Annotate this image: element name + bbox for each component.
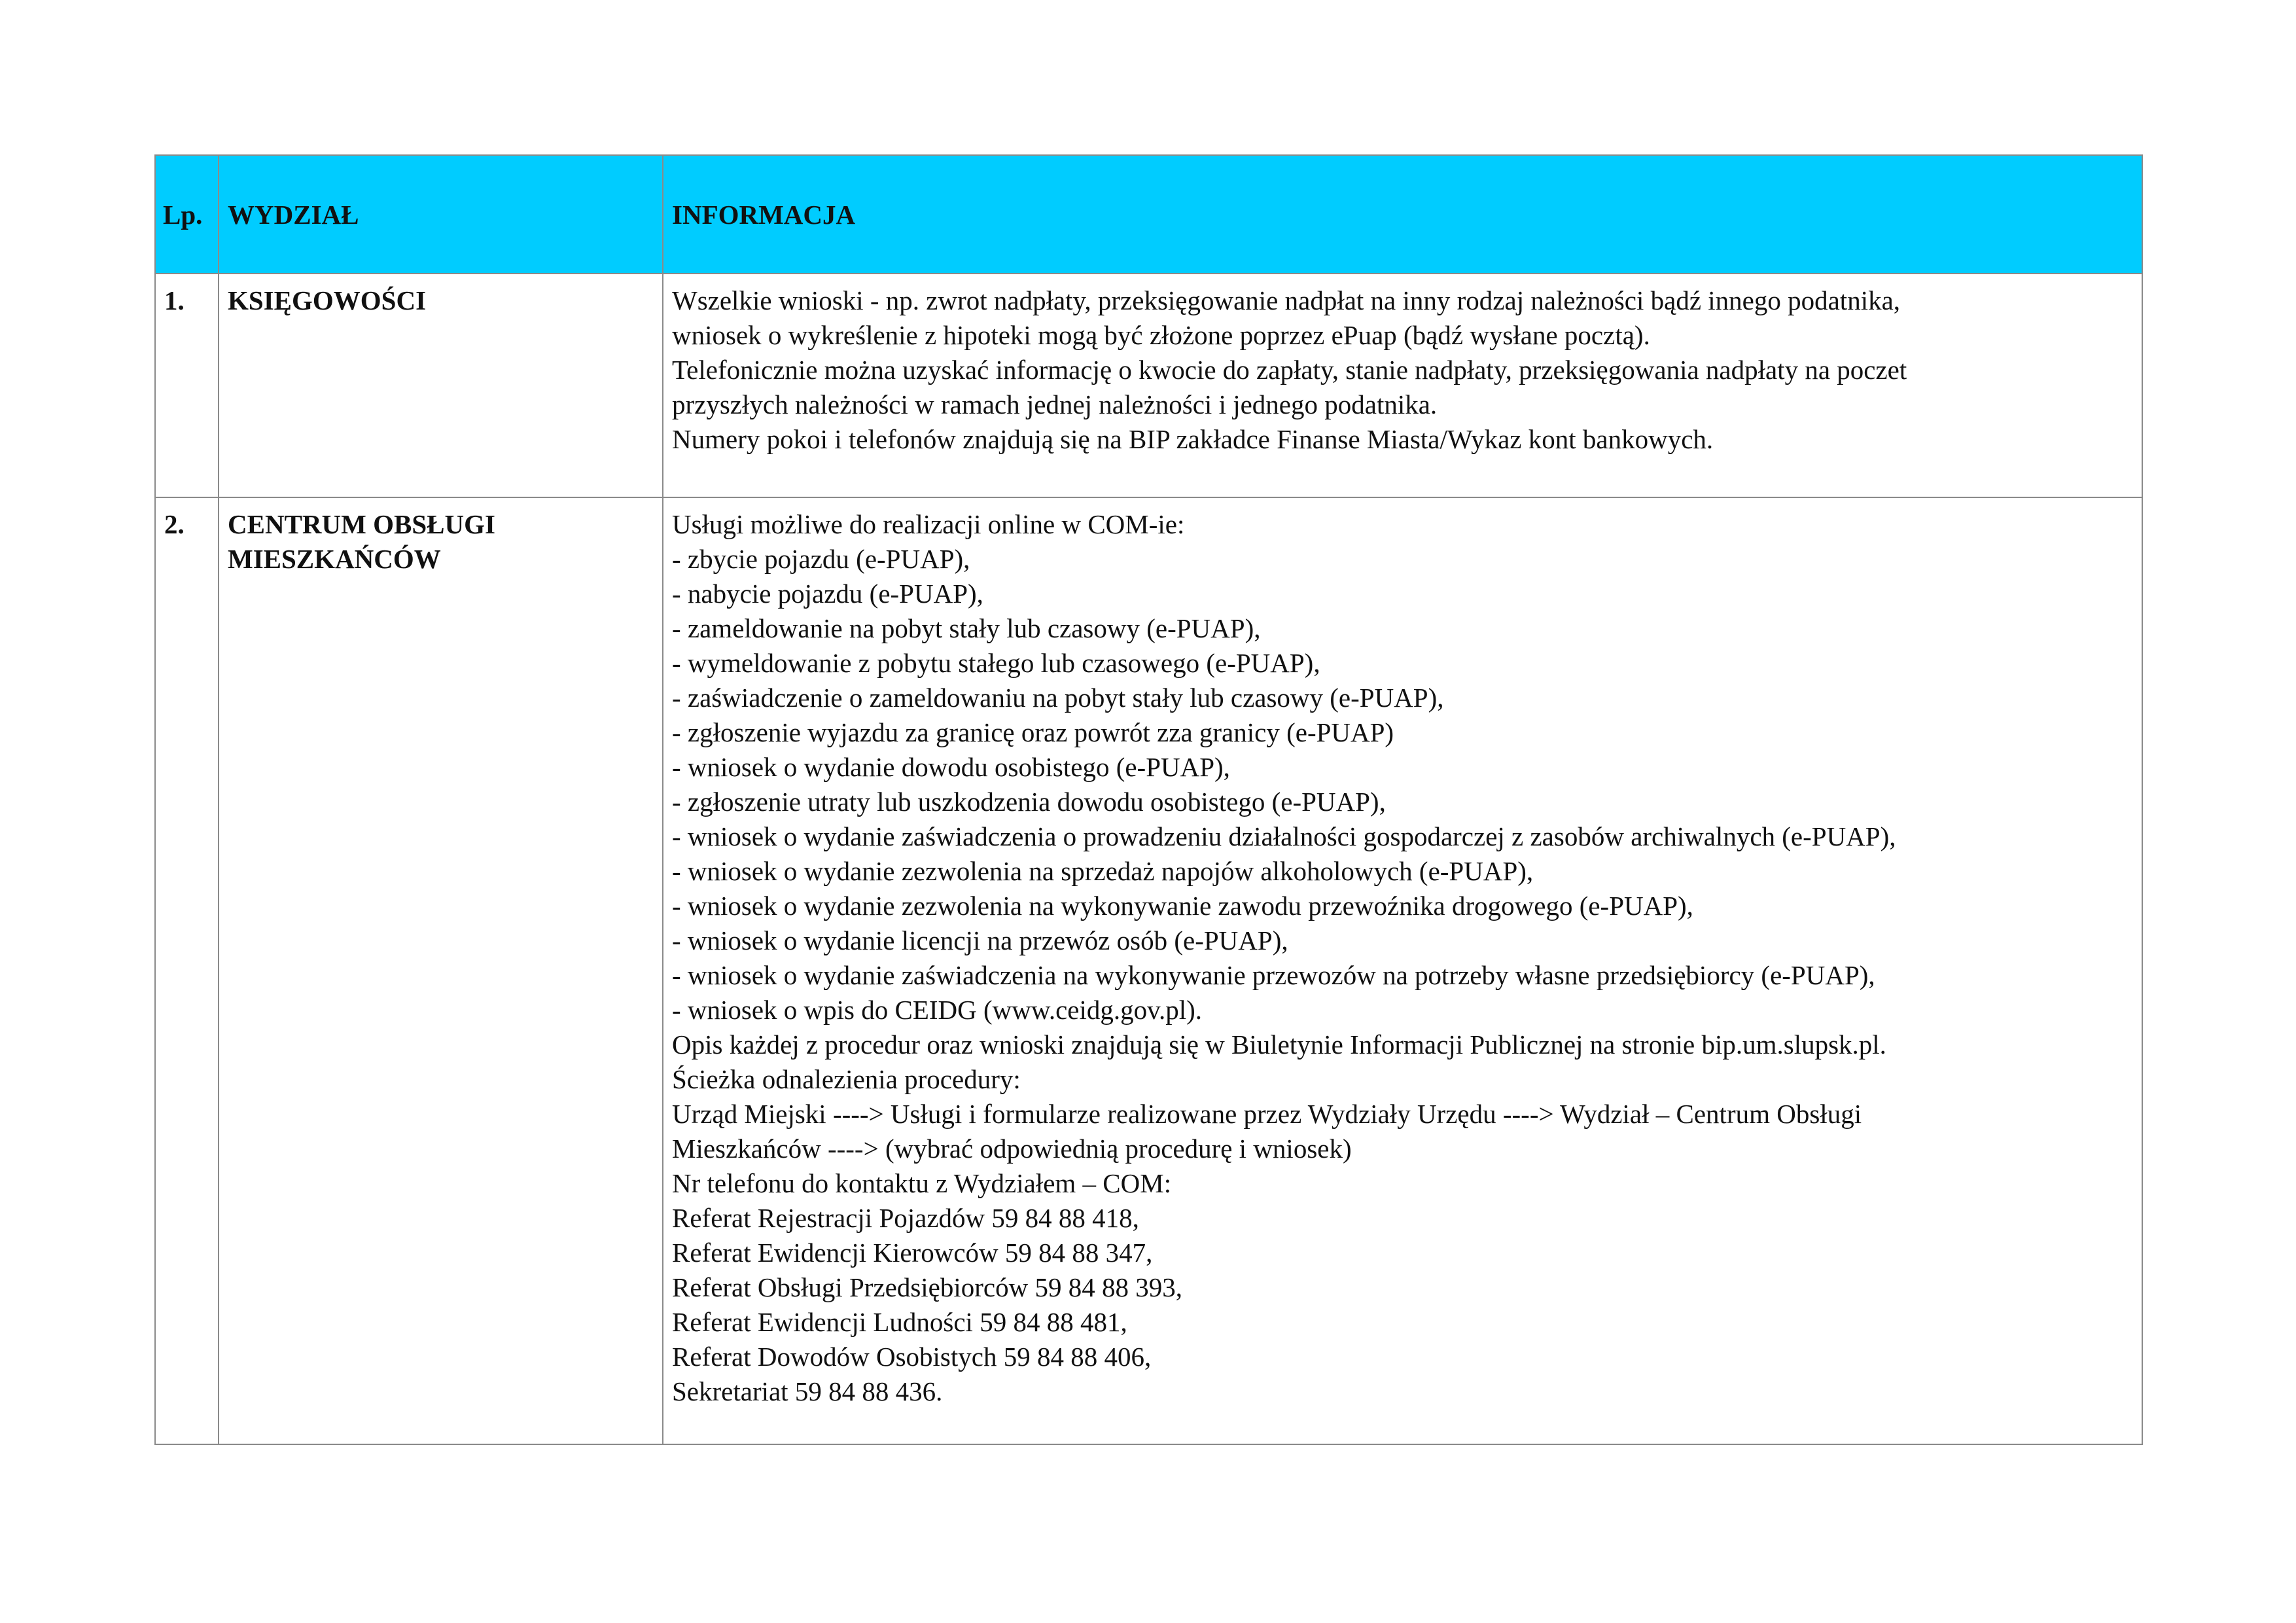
header-wydzial-label: WYDZIAŁ <box>228 199 359 230</box>
table-row <box>155 274 2142 497</box>
information-line: Urząd Miejski ----> Usługi i formularze realizowane przez Wydziały Urzędu ----> Wydział – Centrum Obsługi <box>672 1099 1862 1129</box>
row-number: 2. <box>164 509 185 539</box>
information-line: Mieszkańców ----> (wybrać odpowiednią procedurę i wniosek) <box>672 1133 1352 1164</box>
information-line: Sekretariat 59 84 88 436. <box>672 1376 943 1406</box>
header-wydzial <box>219 155 663 274</box>
table-header-row <box>155 155 2142 274</box>
header-lp-label: Lp. <box>163 199 203 230</box>
information-line: Ścieżka odnalezienia procedury: <box>672 1064 1021 1094</box>
department-name: KSIĘGOWOŚCI <box>228 285 427 315</box>
row-number-cell <box>155 274 219 497</box>
department-name: CENTRUM OBSŁUGI MIESZKAŃCÓW <box>228 509 495 574</box>
information-line: Nr telefonu do kontaktu z Wydziałem – COM: <box>672 1168 1172 1198</box>
information-line: - wniosek o wydanie zezwolenia na wykonywanie zawodu przewoźnika drogowego (e-PUAP), <box>672 891 1693 921</box>
table-row <box>155 497 2142 1444</box>
information-cell <box>663 274 2142 497</box>
information-line: wniosek o wykreślenie z hipoteki mogą być złożone poprzez ePuap (bądź wysłane pocztą). <box>672 320 1650 350</box>
information-line: - zaświadczenie o zameldowaniu na pobyt stały lub czasowy (e-PUAP), <box>672 683 1444 713</box>
information-line: - zameldowanie na pobyt stały lub czasowy (e-PUAP), <box>672 613 1261 643</box>
information-line: - wniosek o wydanie zezwolenia na sprzedaż napojów alkoholowych (e-PUAP), <box>672 856 1534 886</box>
information-line: Opis każdej z procedur oraz wnioski znajdują się w Biuletynie Informacji Publicznej na stronie bip.um.slupsk.pl. <box>672 1029 1886 1060</box>
information-line: Referat Rejestracji Pojazdów 59 84 88 418, <box>672 1203 1139 1233</box>
information-line: Telefonicznie można uzyskać informację o kwocie do zapłaty, stanie nadpłaty, przeksięgowania nadpłaty na poczet <box>672 355 1907 385</box>
information-line: - wniosek o wydanie licencji na przewóz osób (e-PUAP), <box>672 925 1288 955</box>
information-line: przyszłych należności w ramach jednej należności i jednego podatnika. <box>672 389 1438 419</box>
information-line: - zbycie pojazdu (e-PUAP), <box>672 544 970 574</box>
information-line: Wszelkie wnioski - np. zwrot nadpłaty, przeksięgowanie nadpłat na inny rodzaj należności bądź innego podatnika, <box>672 285 1901 315</box>
information-line: - wniosek o wpis do CEIDG (www.ceidg.gov.pl). <box>672 995 1203 1025</box>
header-lp <box>155 155 219 274</box>
information-cell <box>663 497 2142 1444</box>
header-informacja <box>663 155 2142 274</box>
information-line: Numery pokoi i telefonów znajdują się na BIP zakładce Finanse Miasta/Wykaz kont bankowych. <box>672 424 1714 454</box>
row-number-cell <box>155 497 219 1444</box>
information-text <box>663 274 2142 457</box>
information-text <box>663 498 2142 1409</box>
information-line: Referat Dowodów Osobistych 59 84 88 406, <box>672 1342 1152 1372</box>
row-number: 1. <box>164 285 185 315</box>
information-line: Referat Ewidencji Kierowców 59 84 88 347, <box>672 1238 1153 1268</box>
information-line: - wniosek o wydanie zaświadczenia o prowadzeniu działalności gospodarczej z zasobów archiwalnych (e-PUAP), <box>672 821 1896 851</box>
information-line: Usługi możliwe do realizacji online w COM-ie: <box>672 509 1185 539</box>
info-table <box>154 154 2143 1445</box>
header-informacja-label: INFORMACJA <box>672 199 856 230</box>
department-cell <box>219 274 663 497</box>
information-line: Referat Obsługi Przedsiębiorców 59 84 88 393, <box>672 1272 1182 1302</box>
department-cell <box>219 497 663 1444</box>
information-line: - nabycie pojazdu (e-PUAP), <box>672 579 983 609</box>
information-line: - zgłoszenie utraty lub uszkodzenia dowodu osobistego (e-PUAP), <box>672 787 1386 817</box>
information-line: - wniosek o wydanie dowodu osobistego (e-PUAP), <box>672 752 1230 782</box>
information-line: - wniosek o wydanie zaświadczenia na wykonywanie przewozów na potrzeby własne przedsiębiorcy (e-PUAP), <box>672 960 1875 990</box>
information-line: - wymeldowanie z pobytu stałego lub czasowego (e-PUAP), <box>672 648 1320 678</box>
information-line: - zgłoszenie wyjazdu za granicę oraz powrót zza granicy (e-PUAP) <box>672 717 1394 747</box>
information-line: Referat Ewidencji Ludności 59 84 88 481, <box>672 1307 1127 1337</box>
